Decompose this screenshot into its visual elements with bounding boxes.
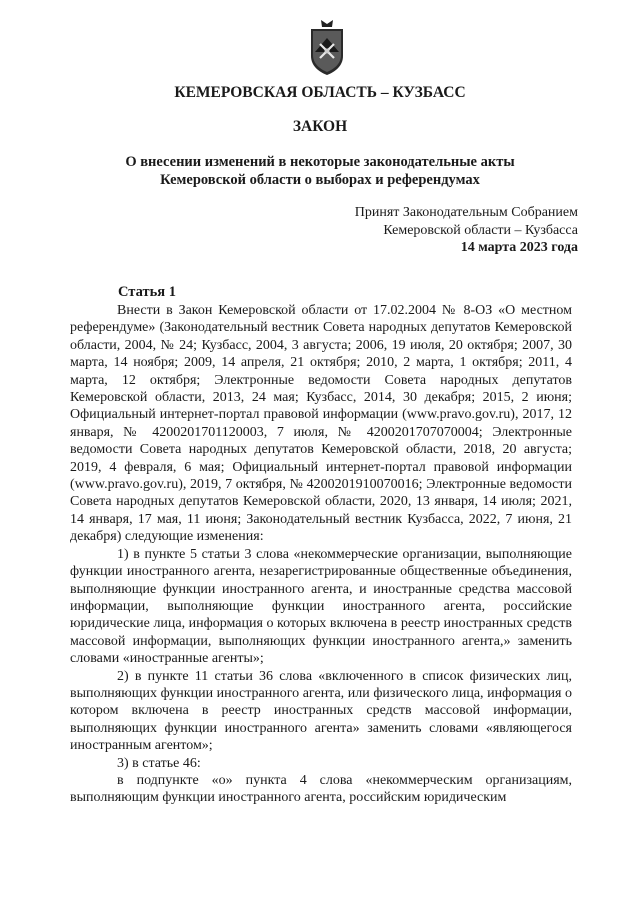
article-body xyxy=(70,302,572,807)
paragraph: 3) в статье 46: xyxy=(117,755,201,771)
article-heading: Статья 1 xyxy=(118,284,176,300)
region-name: КЕМЕРОВСКАЯ ОБЛАСТЬ – КУЗБАСС xyxy=(174,84,466,101)
coat-of-arms-icon xyxy=(307,18,347,76)
title-line: О внесении изменений в некоторые законодательные акты xyxy=(125,154,515,170)
adoption-date: 14 марта 2023 года xyxy=(460,240,578,255)
paragraph: 1) в пункте 5 статьи 3 слова «некоммерческие организации, выполняющие функции иностранного агента, незарегистрированные общественные объединения, выполняющие функции иностранного агента, и иностранные средства массовой информации, выполняющие функции иностранного агента, российские юридические лица, информация о которых включена в реестр иностранных средств массовой информации, выполняющих функции иностранного агента,» заменить словами «иностранные агенты»; xyxy=(70,546,572,667)
adoption-block xyxy=(355,204,578,257)
document-title xyxy=(0,153,640,189)
paragraph: в подпункте «о» пункта 4 слова «некоммерческим организациям, выполняющим функции иностранного агента, российским юридическим xyxy=(70,772,572,806)
paragraph: 2) в пункте 11 статьи 36 слова «включенного в список физических лиц, выполняющих функции иностранного агента, или физического лица, информация о котором включена в реестр иностранных средств массовой информации, выполняющих функции иностранного агента» заменить словами «являющегося иностранным агентом»; xyxy=(70,668,572,754)
adoption-line: Принят Законодательным Собранием xyxy=(354,205,578,220)
paragraph: Внести в Закон Кемеровской области от 17.02.2004 № 8-ОЗ «О местном референдуме» (Законодательный вестник Совета народных депутатов Кемеровской области, 2004, № 24; Кузбасс, 2004, 3 августа; 2006, 19 июля, 20 октября; 2007, 30 марта, 14 ноября; 2009, 14 апреля, 21 октября; 2010, 2 марта, 1 октября; 2011, 4 марта, 12 октября; Электронные ведомости Совета народных депутатов Кемеровской области, 2013, 24 мая; Кузбасс, 2014, 30 декабря; 2015, 2 июня; Официальный интернет-портал правовой информации (www.pravo.gov.ru), 2017, 12 января, № 4200201701120003, 7 июля, № 4200201707070004; Электронные ведомости Совета народных депутатов Кемеровской области, 2018, 20 августа; 2019, 4 февраля, 6 мая; Официальный интернет-портал правовой информации (www.pravo.gov.ru), 2019, 7 октября, № 4200201910070016; Электронные ведомости Совета народных депутатов Кемеровской области, 2020, 13 января, 14 июля; 2021, 14 января, 17 мая, 11 июня; Законодательный вестник Кузбасса, 2022, 7 июня, 21 декабря) следующие изменения: xyxy=(70,303,572,545)
title-line: Кемеровской области о выборах и референдумах xyxy=(160,172,480,188)
adoption-line: Кемеровской области – Кузбасса xyxy=(383,222,578,238)
document-type: ЗАКОН xyxy=(292,118,348,135)
